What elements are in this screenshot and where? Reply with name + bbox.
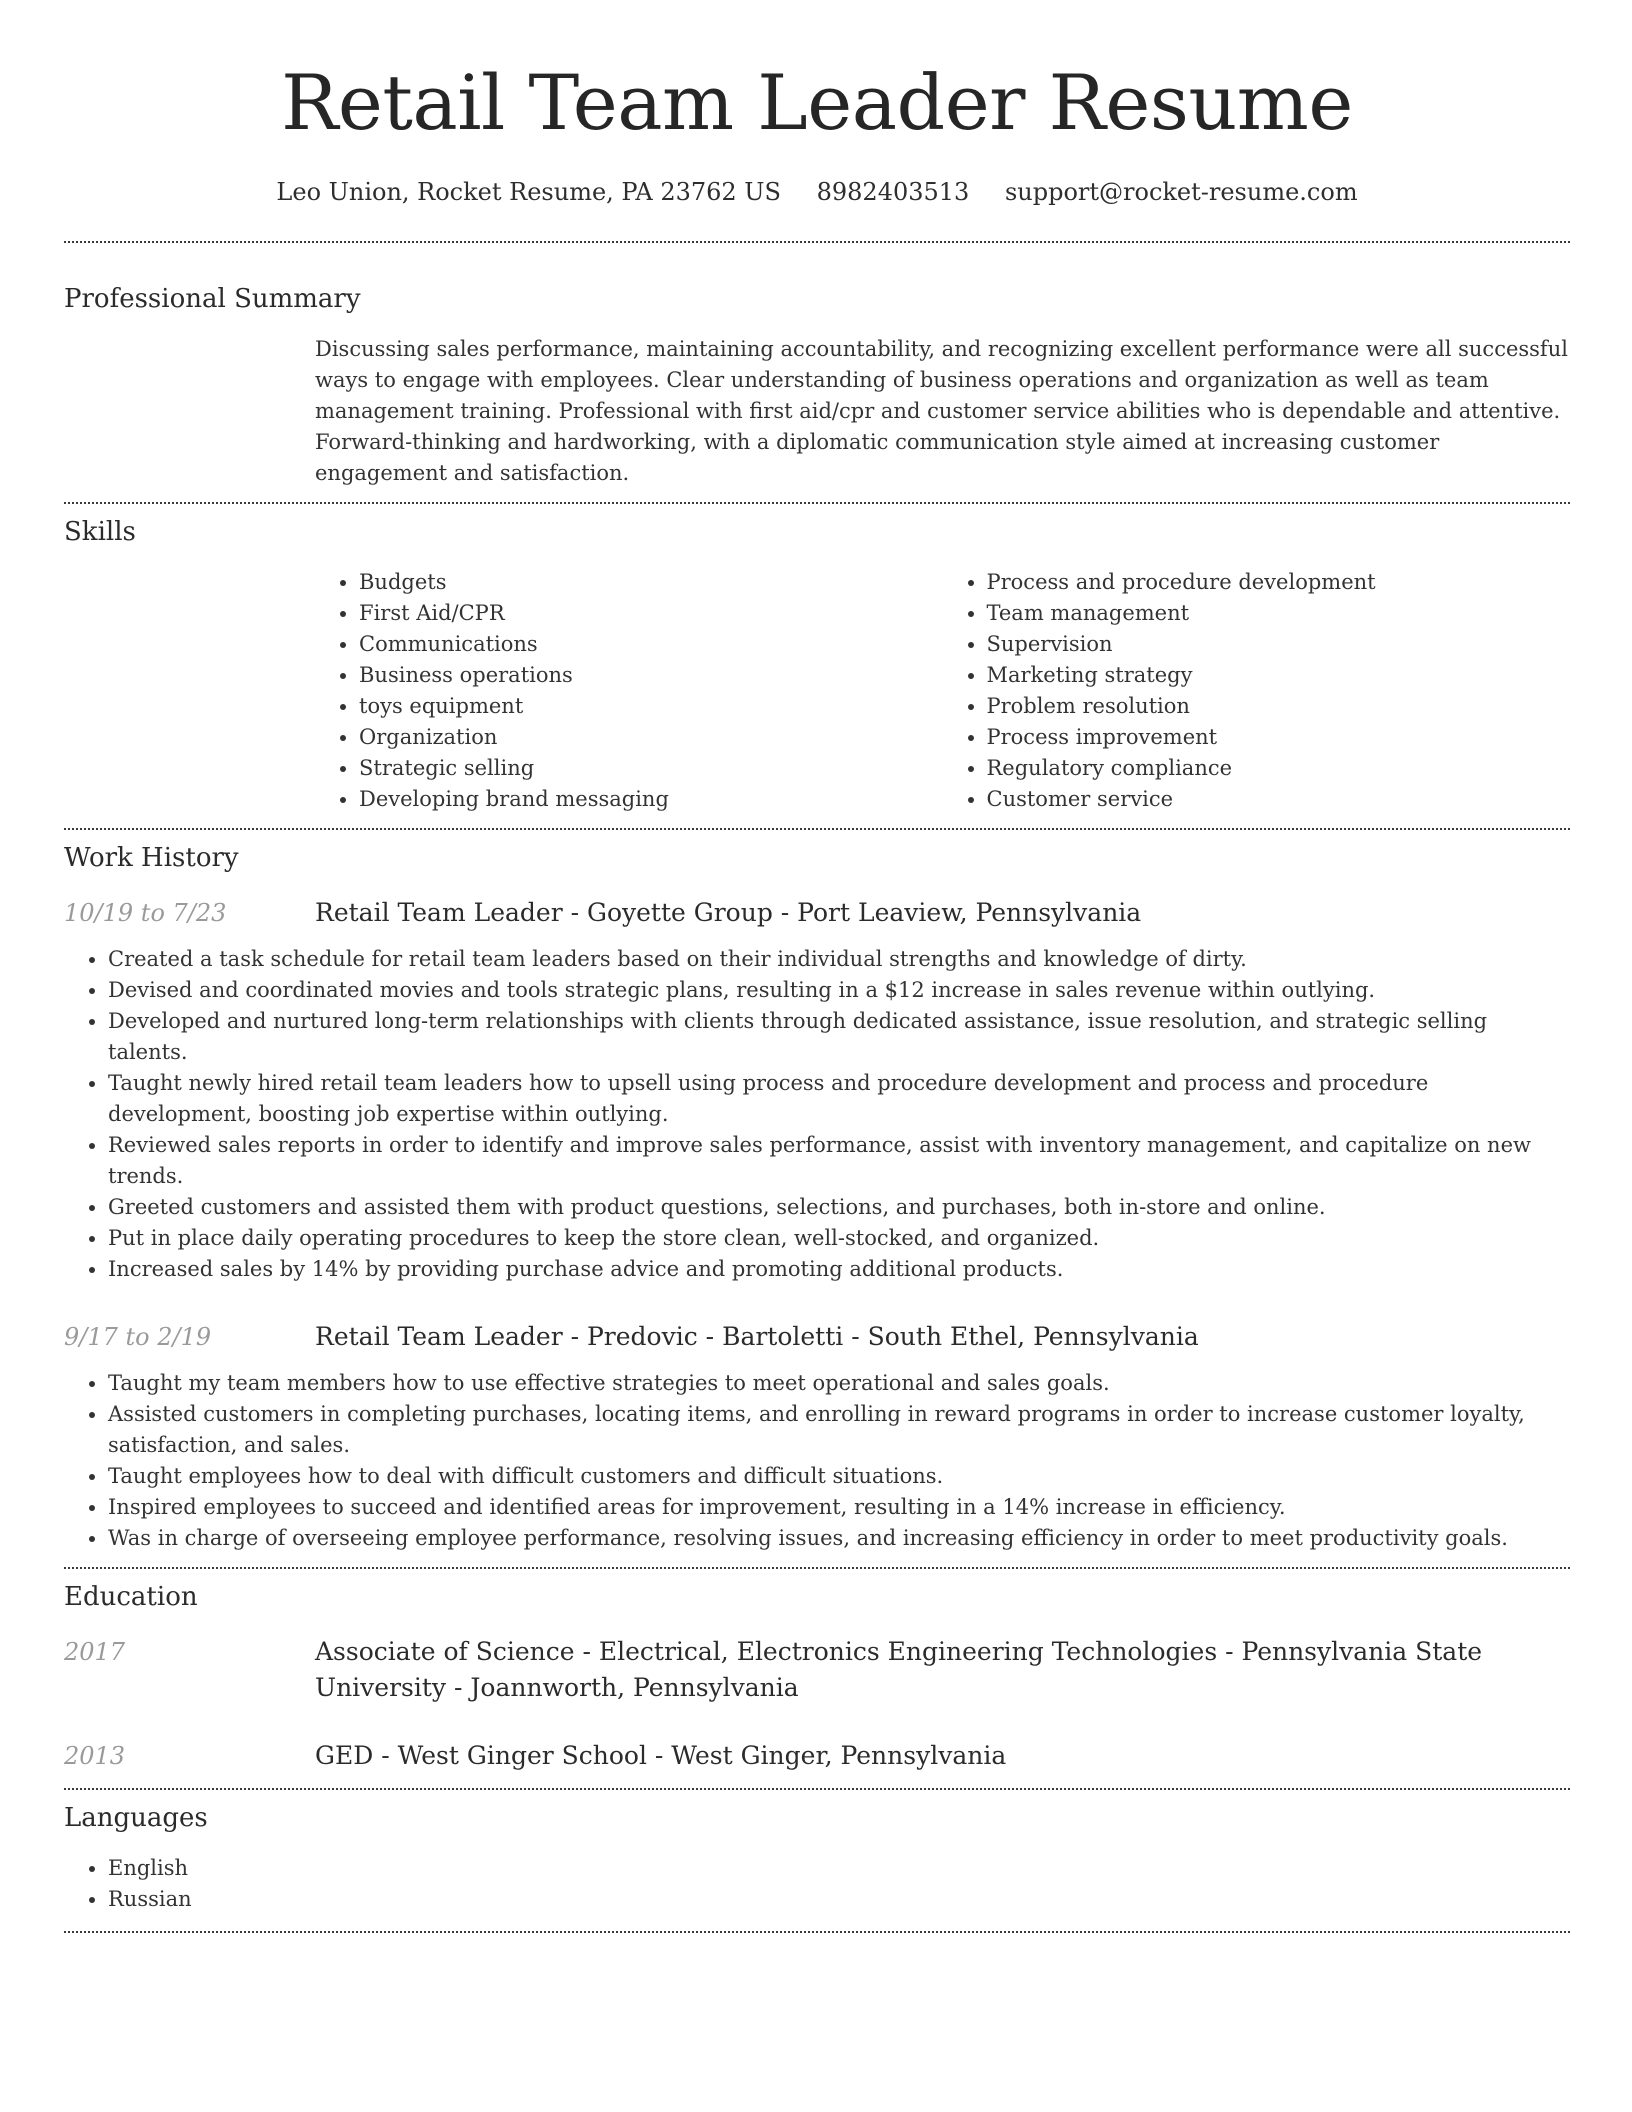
languages-list: [64, 1853, 1570, 1915]
job-bullet: • Put in place daily operating procedures to keep the store clean, well-stocked, and organized.: [108, 1223, 1570, 1254]
contact-address: Leo Union, Rocket Resume, PA 23762 US: [276, 178, 781, 206]
language-item: • English: [108, 1853, 1570, 1884]
job-entry: [64, 895, 1570, 1285]
divider: [64, 241, 1570, 243]
job-bullet: • Was in charge of overseeing employee performance, resolving issues, and increasing efficiency in order to meet productivity goals.: [108, 1523, 1570, 1554]
skills-heading: Skills: [64, 517, 136, 547]
summary-heading: Professional Summary: [64, 284, 361, 314]
skill-item: • Supervision: [987, 629, 1571, 660]
contact-line: [64, 175, 1570, 209]
contact-email: support@rocket-resume.com: [1004, 178, 1358, 206]
divider: [64, 502, 1570, 504]
education-entry: [64, 1634, 1570, 1706]
skill-item: • Problem resolution: [987, 691, 1571, 722]
skills-columns: [315, 567, 1570, 815]
skill-item: • toys equipment: [359, 691, 943, 722]
divider: [64, 1788, 1570, 1790]
education-text: Associate of Science - Electrical, Electronics Engineering Technologies - Pennsylvania State University - Joannworth, Pennsylvania: [315, 1637, 1483, 1702]
job-dates: 9/17 to 2/19: [64, 1323, 212, 1351]
skills-section: [64, 514, 1570, 815]
skill-item: • Process and procedure development: [987, 567, 1571, 598]
skill-item: • Organization: [359, 722, 943, 753]
job-bullet: • Devised and coordinated movies and tools strategic plans, resulting in a $12 increase in sales revenue within outlying.: [108, 975, 1570, 1006]
skill-item: • Communications: [359, 629, 943, 660]
education-year: 2017: [64, 1638, 126, 1666]
job-bullet: • Taught employees how to deal with difficult customers and difficult situations.: [108, 1461, 1570, 1492]
job-dates: 10/19 to 7/23: [64, 899, 227, 927]
resume-page: [64, 0, 1570, 1933]
languages-section: [64, 1800, 1570, 1915]
job-bullet: • Taught newly hired retail team leaders how to upsell using process and procedure development and process and procedure development, boosting job expertise within outlying.: [108, 1068, 1570, 1130]
divider: [64, 828, 1570, 830]
skill-item: • Strategic selling: [359, 753, 943, 784]
summary-section: [64, 281, 1570, 489]
skill-item: • Customer service: [987, 784, 1571, 815]
language-item: • Russian: [108, 1884, 1570, 1915]
skill-item: • Team management: [987, 598, 1571, 629]
skills-list-left: [315, 567, 943, 815]
skill-item: • Marketing strategy: [987, 660, 1571, 691]
skill-item: • Regulatory compliance: [987, 753, 1571, 784]
job-bullet: • Assisted customers in completing purchases, locating items, and enrolling in reward programs in order to increase customer loyalty, satisfaction, and sales.: [108, 1399, 1570, 1461]
contact-phone: 8982403513: [816, 178, 970, 206]
job-entry: [64, 1319, 1570, 1554]
education-section: [64, 1579, 1570, 1774]
resume-title: Retail Team Leader Resume: [281, 58, 1353, 147]
job-bullet: • Developed and nurtured long-term relationships with clients through dedicated assistance, issue resolution, and strategic selling talents.: [108, 1006, 1570, 1068]
divider: [64, 1567, 1570, 1569]
skill-item: • Business operations: [359, 660, 943, 691]
work-section: [64, 840, 1570, 1554]
job-title: Retail Team Leader - Predovic - Bartoletti - South Ethel, Pennsylvania: [315, 1322, 1199, 1351]
education-text: GED - West Ginger School - West Ginger, Pennsylvania: [315, 1741, 1007, 1770]
job-bullets: [64, 944, 1570, 1285]
summary-text: Discussing sales performance, maintaining accountability, and recognizing excellent performance were all successful ways to engage with employees. Clear understanding of business operations and organization as well as team management training. Professional with first aid/cpr and customer service abilities who is dependable and attentive. Forward-thinking and hardworking, with a diplomatic communication style aimed at increasing customer engagement and satisfaction.: [315, 337, 1568, 485]
skill-item: • Budgets: [359, 567, 943, 598]
skill-item: • First Aid/CPR: [359, 598, 943, 629]
education-heading: Education: [64, 1582, 198, 1612]
job-bullet: • Created a task schedule for retail team leaders based on their individual strengths and knowledge of dirty.: [108, 944, 1570, 975]
job-bullets: [64, 1368, 1570, 1554]
job-bullet: • Greeted customers and assisted them with product questions, selections, and purchases, both in-store and online.: [108, 1192, 1570, 1223]
job-bullet: • Reviewed sales reports in order to identify and improve sales performance, assist with inventory management, and capitalize on new trends.: [108, 1130, 1570, 1192]
skill-item: • Process improvement: [987, 722, 1571, 753]
job-bullet: • Inspired employees to succeed and identified areas for improvement, resulting in a 14% increase in efficiency.: [108, 1492, 1570, 1523]
skills-list-right: [943, 567, 1571, 815]
education-year: 2013: [64, 1742, 126, 1770]
divider: [64, 1931, 1570, 1933]
education-entry: [64, 1738, 1570, 1774]
job-title: Retail Team Leader - Goyette Group - Port Leaview, Pennsylvania: [315, 898, 1142, 927]
work-heading: Work History: [64, 843, 239, 873]
skill-item: • Developing brand messaging: [359, 784, 943, 815]
job-bullet: • Increased sales by 14% by providing purchase advice and promoting additional products.: [108, 1254, 1570, 1285]
job-bullet: • Taught my team members how to use effective strategies to meet operational and sales goals.: [108, 1368, 1570, 1399]
languages-heading: Languages: [64, 1803, 208, 1833]
